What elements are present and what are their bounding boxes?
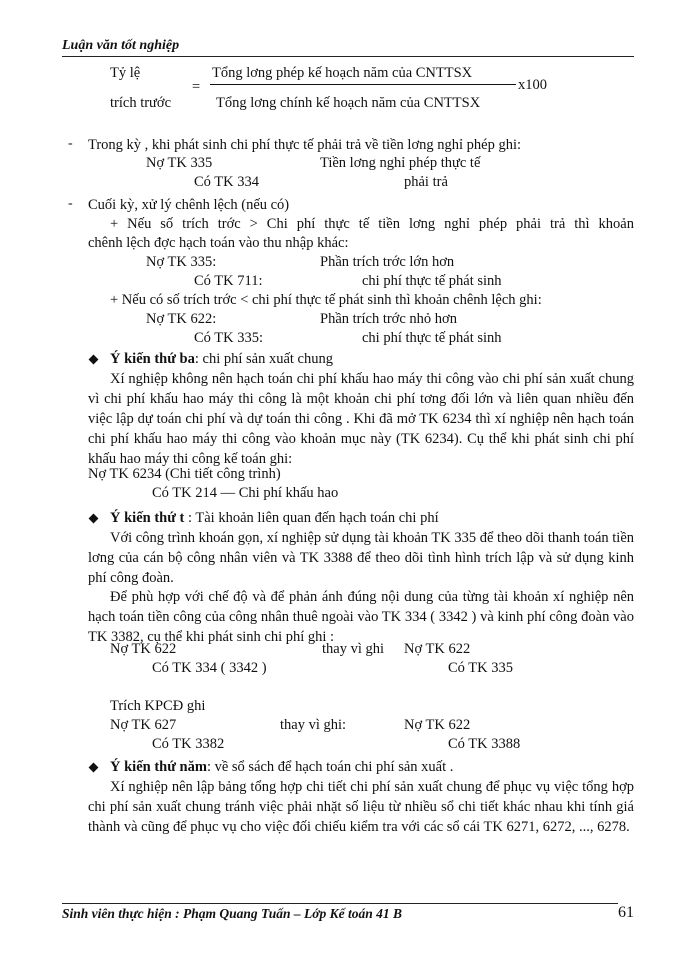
entry1-debit-alt: Nợ TK 622	[404, 641, 471, 657]
formula-label-bottom: trích trước	[110, 95, 172, 111]
opinion3-debit: Nợ TK 6234 (Chi tiết công trình)	[88, 466, 281, 482]
entry2-credit: Có TK 3382	[152, 736, 225, 752]
opinion4-paragraph-1: Với công trình khoán gọn, xí nghiệp sử dụng tài khoản TK 335 để theo dõi thanh toán tiền lơng của cán bộ công nhân viên và TK 3388 để theo dõi tình hình trích lập và sử dụng kinh phí công đoàn.	[88, 530, 634, 586]
formula-label-top: Tỷ lệ	[110, 65, 141, 81]
formula-multiplier: x100	[518, 77, 547, 93]
opinion3-heading: Ý kiến thứ ba	[110, 351, 195, 367]
opinion4-heading-line	[110, 509, 439, 527]
opinion5-heading-line	[110, 758, 453, 776]
entry2-debit: Nợ TK 627	[110, 717, 177, 733]
formula-equals: =	[192, 79, 201, 95]
section2-intro: Cuối kỳ, xử lý chênh lệch (nếu có)	[88, 197, 290, 213]
fraction-bar	[210, 84, 516, 85]
opinion4-heading-rest: : Tài khoản liên quan đến hạch toán chi phí	[184, 510, 439, 526]
case2-credit: Có TK 335:	[194, 330, 264, 346]
running-footer: Sinh viên thực hiện : Phạm Quang Tuấn – Lớp Kế toán 41 B	[62, 906, 403, 921]
opinion3-heading-rest: : chi phí sản xuất chung	[194, 351, 333, 367]
opinion4-paragraph-2: Để phù hợp với chế độ và để phản ánh đúng nội dung của từng tài khoản xí nghiệp nên hạch toán tiền công của công nhân thuê ngoài vào TK 334 ( 3342 ) và kinh phí công đoàn vào TK 3382, cụ thể khi phát sinh chi phí ghi :	[88, 589, 634, 645]
kpcd-label: Trích KPCĐ ghi	[110, 698, 206, 714]
dash-marker: -	[68, 196, 73, 211]
opinion4-heading: Ý kiến thứ t	[110, 510, 185, 526]
section1-desc2: phải trả	[404, 174, 448, 190]
case1-debit: Nợ TK 335:	[146, 254, 217, 270]
section1-credit: Có TK 334	[194, 174, 259, 190]
entry1-instead: thay vì ghi	[322, 641, 385, 657]
opinion3-heading-line	[110, 350, 333, 368]
section1-desc1: Tiền lơng nghỉ phép thực tế	[320, 155, 481, 171]
opinion3-credit: Có TK 214 — Chi phí khấu hao	[152, 485, 339, 501]
footer-rule	[62, 903, 618, 904]
opinion5-heading: Ý kiến thứ năm	[110, 759, 207, 775]
header-rule	[62, 56, 634, 57]
bullet-icon	[89, 763, 99, 773]
opinion5-paragraph: Xí nghiệp nên lập bảng tổng hợp chi tiết chi phí sản xuất chung để phục vụ việc tổng hợp chi phí sản xuất chung tránh việc phải nhặt số liệu từ nhiều sổ chi tiết khác nhau khi tính giá thành và cũng để phục vụ cho việc đối chiếu kiểm tra với các sổ cái TK 6271, 6272, ..., 6278.	[88, 779, 634, 835]
entry1-credit: Có TK 334 ( 3342 )	[152, 660, 267, 676]
case1-desc1: Phần trích trớc lớn hơn	[320, 254, 455, 270]
formula-numerator: Tổng lơng phép kế hoạch năm của CNTTSX	[212, 65, 473, 81]
entry2-credit-alt: Có TK 3388	[448, 736, 521, 752]
case2-debit: Nợ TK 622:	[146, 311, 217, 327]
opinion5-heading-rest: : về sổ sách để hạch toán chi phí sản xuất .	[206, 759, 454, 775]
section1-debit: Nợ TK 335	[146, 155, 213, 171]
case2-desc2: chi phí thực tế phát sinh	[362, 330, 502, 346]
section1-intro: Trong kỳ , khi phát sinh chi phí thực tế phải trả về tiền lơng nghỉ phép ghi:	[88, 137, 522, 153]
running-header: Luận văn tốt nghiệp	[62, 38, 180, 53]
dash-marker: -	[68, 136, 73, 151]
case2-line1: + Nếu có số trích trớc < chi phí thực tế phát sinh thì khoản chênh lệch ghi:	[110, 292, 542, 308]
page-number: 61	[618, 904, 634, 921]
bullet-icon	[89, 514, 99, 524]
entry1-debit: Nợ TK 622	[110, 641, 177, 657]
case1-desc2: chi phí thực tế phát sinh	[362, 273, 502, 289]
formula-denominator: Tổng lơng chính kế hoạch năm của CNTTSX	[216, 95, 481, 111]
case1-line1: + Nếu số trích trớc > Chi phí thực tế tiền lơng nghỉ phép phải trả thì khoản	[110, 216, 634, 232]
entry1-credit-alt: Có TK 335	[448, 660, 513, 676]
case1-credit: Có TK 711:	[194, 273, 263, 289]
entry2-instead: thay vì ghi:	[280, 717, 347, 733]
case1-line2: chênh lệch đợc hạch toán vào thu nhập khác:	[88, 235, 349, 251]
bullet-icon	[89, 355, 99, 365]
entry2-debit-alt: Nợ TK 622	[404, 717, 471, 733]
case2-desc1: Phần trích trớc nhỏ hơn	[320, 311, 457, 327]
opinion3-paragraph: Xí nghiệp không nên hạch toán chi phí khấu hao máy thi công vào chi phí sản xuất chung vì chi phí khấu hao máy thi công là một khoản chi phí tơng đối lớn và liên quan nhiều đến việc lập dự toán chi phí và dự toán thi công . Khi đã mở TK 6234 thì xí nghiệp nên hạch toán chi phí khấu hao máy thi công vào khoản mục này (TK 6234). Cụ thể khi phát sinh chi phí khấu hao máy thi công kế toán ghi:	[88, 371, 634, 467]
